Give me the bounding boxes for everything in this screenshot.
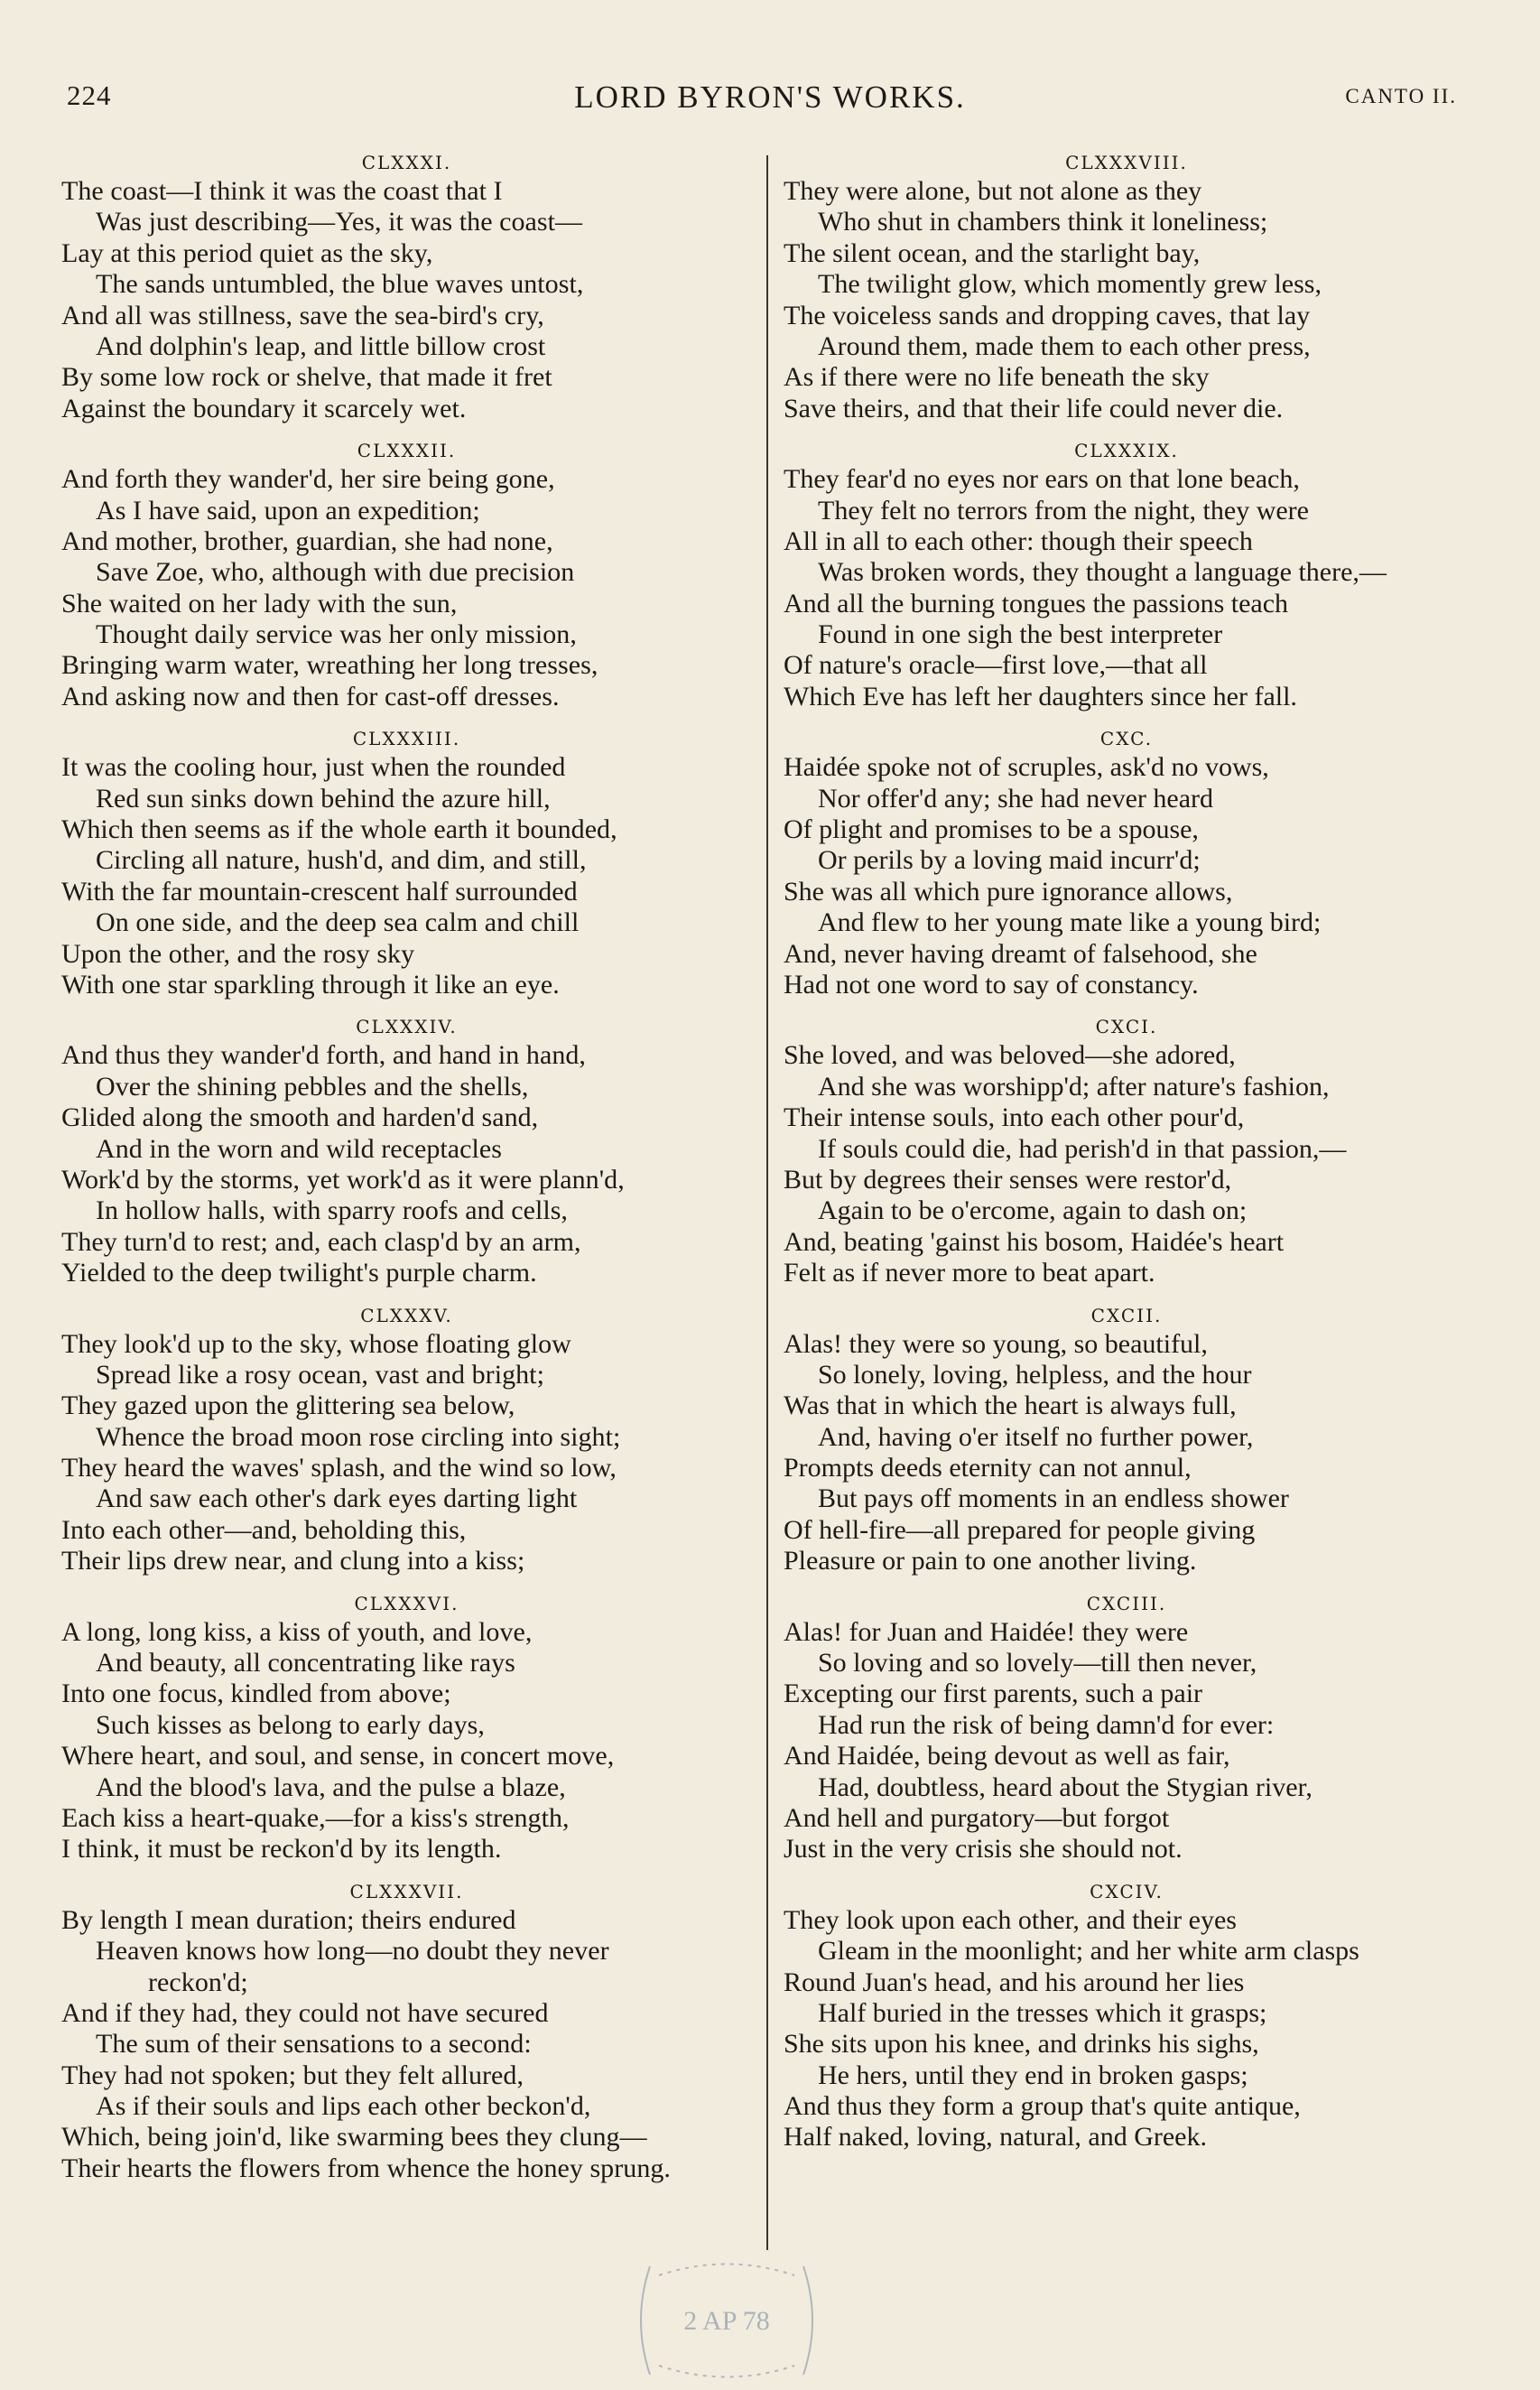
- verse-line: In hollow halls, with sparry roofs and cells,: [96, 1195, 568, 1226]
- verse-line: But by degrees their senses were restor'd,: [784, 1164, 1232, 1195]
- verse-line: And in the worn and wild receptacles: [96, 1133, 502, 1164]
- stanza-number: CXCII.: [1090, 1304, 1163, 1326]
- verse-line: Circling all nature, hush'd, and dim, and still,: [96, 845, 587, 876]
- verse-line: And forth they wander'd, her sire being gone,: [61, 464, 555, 495]
- stanza-number: CLXXXIX.: [1074, 440, 1179, 462]
- verse-line: Heaven knows how long—no doubt they never: [96, 1936, 609, 1967]
- right-column: [784, 149, 1470, 2153]
- verse-line: It was the cooling hour, just when the rounded: [61, 752, 566, 783]
- verse-line: Yielded to the deep twilight's purple charm.: [61, 1258, 537, 1288]
- verse-line: Around them, made them to each other press,: [818, 330, 1311, 361]
- verse-line: And all the burning tongues the passions teach: [784, 588, 1289, 618]
- stanza: [61, 437, 752, 712]
- stanza-number: CXC.: [1099, 728, 1154, 750]
- stanza-number: CLXXXII.: [357, 440, 457, 462]
- verse-line: And thus they form a group that's quite antique,: [784, 2091, 1301, 2122]
- verse-line: And thus they wander'd forth, and hand in hand,: [61, 1040, 586, 1071]
- verse-line: Was just describing—Yes, it was the coast—: [96, 207, 583, 237]
- verse-line: Save Zoe, who, although with due precision: [96, 557, 575, 588]
- verse-line: Excepting our first parents, such a pair: [784, 1679, 1203, 1709]
- verse-line: She was all which pure ignorance allows,: [784, 876, 1233, 907]
- stamp-date: 2 AP 78: [683, 2306, 770, 2336]
- stanza-number: CLXXXIII.: [352, 728, 461, 750]
- verse-line: I think, it must be reckon'd by its length.: [61, 1834, 502, 1865]
- verse-line: On one side, and the deep sea calm and chill: [96, 907, 580, 938]
- verse-line: But pays off moments in an endless shower: [818, 1483, 1289, 1514]
- verse-line: Had run the risk of being damn'd for ever:: [818, 1709, 1275, 1740]
- verse-line: Their lips drew near, and clung into a kiss;: [61, 1546, 525, 1576]
- verse-line: Which then seems as if the whole earth it bounded,: [61, 814, 617, 845]
- stanza-number: CXCIII.: [1086, 1592, 1167, 1614]
- verse-line: As I have said, upon an expedition;: [96, 495, 480, 525]
- library-stamp: [623, 2257, 830, 2384]
- verse-line: Of hell-fire—all prepared for people giving: [784, 1514, 1256, 1545]
- verse-line: Upon the other, and the rosy sky: [61, 938, 415, 969]
- verse-line: And all was stillness, save the sea-bird's cry,: [61, 300, 544, 330]
- verse-line: By length I mean duration; theirs endured: [61, 1904, 516, 1935]
- verse-line: They look'd up to the sky, whose floating glow: [61, 1328, 571, 1359]
- verse-line: Save theirs, and that their life could never die.: [784, 393, 1284, 423]
- running-title: LORD BYRON'S WORKS.: [574, 79, 966, 115]
- verse-line: Again to be o'ercome, again to dash on;: [818, 1195, 1248, 1226]
- stanza-number: CXCI.: [1095, 1016, 1158, 1038]
- verse-line: With one star sparkling through it like an eye.: [61, 969, 560, 1000]
- verse-line: Haidée spoke not of scruples, ask'd no vows,: [784, 752, 1269, 783]
- verse-line: Against the boundary it scarcely wet.: [61, 393, 467, 423]
- verse-line: Who shut in chambers think it loneliness;: [818, 207, 1268, 237]
- verse-line: Felt as if never more to beat apart.: [784, 1258, 1155, 1288]
- verse-line: And Haidée, being devout as well as fair,: [784, 1741, 1230, 1772]
- verse-line: Prompts deeds eternity can not annul,: [784, 1453, 1192, 1483]
- verse-line: Bringing warm water, wreathing her long tresses,: [61, 650, 598, 681]
- stanza-number: CLXXXI.: [361, 152, 452, 173]
- stanza: [784, 725, 1470, 1000]
- verse-line: Alas! they were so young, so beautiful,: [784, 1328, 1208, 1359]
- verse-line: And if they had, they could not have secured: [61, 1997, 549, 2028]
- verse-line: And flew to her young mate like a young bird;: [818, 907, 1322, 938]
- verse-line: The sands untumbled, the blue waves untost,: [96, 269, 584, 300]
- verse-line: And hell and purgatory—but forgot: [784, 1802, 1170, 1833]
- stanza-number: CXCIV.: [1090, 1880, 1164, 1902]
- verse-line: They fear'd no eyes nor ears on that lone beach,: [784, 464, 1300, 495]
- verse-line: Spread like a rosy ocean, vast and bright;: [96, 1359, 544, 1390]
- verse-line: A long, long kiss, a kiss of youth, and love,: [61, 1616, 533, 1647]
- verse-line: As if there were no life beneath the sky: [784, 362, 1210, 393]
- stanza: [61, 1013, 752, 1288]
- verse-line: So loving and so lovely—till then never,: [818, 1648, 1257, 1679]
- stanza: [61, 1878, 752, 2185]
- verse-line: The twilight glow, which momently grew less,: [818, 269, 1322, 300]
- verse-line: Their hearts the flowers from whence the honey sprung.: [61, 2153, 671, 2183]
- verse-line: She waited on her lady with the sun,: [61, 588, 458, 618]
- verse-line: Of nature's oracle—first love,—that all: [784, 650, 1208, 681]
- verse-line: Had not one word to say of constancy.: [784, 969, 1199, 1000]
- verse-line: And, having o'er itself no further power,: [818, 1421, 1254, 1452]
- stanza: [61, 149, 752, 424]
- verse-line: They gazed upon the glittering sea below,: [61, 1390, 515, 1421]
- verse-line: They were alone, but not alone as they: [784, 176, 1202, 206]
- verse-line: Thought daily service was her only mission,: [96, 619, 577, 650]
- stanza: [784, 149, 1470, 424]
- verse-line: By some low rock or shelve, that made it fret: [61, 362, 552, 393]
- verse-line: With the far mountain-crescent half surrounded: [61, 876, 578, 907]
- verse-line: So lonely, loving, helpless, and the hour: [818, 1359, 1252, 1390]
- stanza: [61, 1590, 752, 1865]
- verse-line: Whence the broad moon rose circling into sight;: [96, 1421, 621, 1452]
- verse-line: If souls could die, had perish'd in that passion,—: [818, 1133, 1347, 1164]
- stanza-number: CLXXXVIII.: [1065, 152, 1188, 173]
- running-head: [0, 79, 1540, 125]
- verse-line: Their intense souls, into each other pour'd,: [784, 1102, 1245, 1133]
- verse-line: Nor offer'd any; she had never heard: [818, 783, 1214, 814]
- stanza: [61, 1302, 752, 1577]
- verse-line: The coast—I think it was the coast that I: [61, 176, 503, 206]
- verse-line: And the blood's lava, and the pulse a blaze,: [96, 1772, 566, 1802]
- stanza-number: CLXXXIV.: [356, 1016, 458, 1038]
- verse-line: Glided along the smooth and harden'd sand,: [61, 1102, 539, 1133]
- verse-line: They had not spoken; but they felt allured,: [61, 2060, 524, 2090]
- verse-line: Pleasure or pain to one another living.: [784, 1546, 1197, 1576]
- verse-line: And dolphin's leap, and little billow crost: [96, 330, 546, 361]
- verse-line: As if their souls and lips each other beckon'd,: [96, 2091, 591, 2122]
- verse-line: Found in one sigh the best interpreter: [818, 619, 1223, 650]
- stanza: [784, 1013, 1470, 1288]
- verse-line: The silent ocean, and the starlight bay,: [784, 237, 1201, 268]
- canto-label: CANTO II.: [1345, 85, 1457, 107]
- stanza: [61, 725, 752, 1000]
- verse-line: And she was worshipp'd; after nature's fashion,: [818, 1071, 1330, 1102]
- stanza: [784, 1878, 1470, 2153]
- verse-line: Red sun sinks down behind the azure hill,: [96, 783, 551, 814]
- verse-line: Was broken words, they thought a language there,—: [818, 557, 1387, 588]
- verse-line: She sits upon his knee, and drinks his sighs,: [784, 2029, 1259, 2060]
- verse-line: Each kiss a heart-quake,—for a kiss's strength,: [61, 1802, 570, 1833]
- verse-line: Had, doubtless, heard about the Stygian river,: [818, 1772, 1313, 1802]
- verse-line: They look upon each other, and their eyes: [784, 1904, 1237, 1935]
- verse-line: And, beating 'gainst his bosom, Haidée's heart: [784, 1226, 1285, 1257]
- verse-line: Into one focus, kindled from above;: [61, 1679, 451, 1709]
- verse-line: And asking now and then for cast-off dresses.: [61, 681, 560, 711]
- stanza-number: CLXXXV.: [360, 1304, 453, 1326]
- verse-line: The sum of their sensations to a second:: [96, 2029, 532, 2060]
- verse-line: Over the shining pebbles and the shells,: [96, 1071, 529, 1102]
- verse-line: Alas! for Juan and Haidée! they were: [784, 1616, 1189, 1647]
- verse-line: Lay at this period quiet as the sky,: [61, 237, 433, 268]
- stanza: [784, 437, 1470, 712]
- verse-line: They turn'd to rest; and, each clasp'd by an arm,: [61, 1226, 581, 1257]
- stanza-number: CLXXXVII.: [349, 1880, 464, 1902]
- left-column: [61, 149, 752, 2184]
- verse-line: Was that in which the heart is always full,: [784, 1390, 1237, 1421]
- verse-line: He hers, until they end in broken gasps;: [818, 2060, 1248, 2090]
- verse-line: Which Eve has left her daughters since her fall.: [784, 681, 1297, 711]
- verse-line: Half buried in the tresses which it grasps;: [818, 1997, 1267, 2028]
- stanza: [784, 1590, 1470, 1865]
- page-number: 224: [67, 79, 112, 111]
- stanza: [784, 1302, 1470, 1577]
- verse-line: Of plight and promises to be a spouse,: [784, 814, 1199, 845]
- verse-line: Into each other—and, beholding this,: [61, 1514, 467, 1545]
- verse-line: And mother, brother, guardian, she had none,: [61, 525, 553, 556]
- verse-line: She loved, and was beloved—she adored,: [784, 1040, 1236, 1071]
- verse-line: Round Juan's head, and his around her lies: [784, 1967, 1245, 1997]
- verse-line: Such kisses as belong to early days,: [96, 1709, 485, 1740]
- verse-line: They felt no terrors from the night, they were: [818, 495, 1309, 525]
- verse-line: Which, being join'd, like swarming bees they clung—: [61, 2122, 647, 2153]
- verse-line: reckon'd;: [148, 1967, 248, 1997]
- verse-line: Work'd by the storms, yet work'd as it were plann'd,: [61, 1164, 625, 1195]
- verse-line: Where heart, and soul, and sense, in concert move,: [61, 1741, 615, 1772]
- verse-line: And, never having dreamt of falsehood, she: [784, 938, 1257, 969]
- verse-line: And saw each other's dark eyes darting light: [96, 1483, 578, 1514]
- verse-line: All in all to each other: though their speech: [784, 525, 1253, 556]
- stanza-number: CLXXXVI.: [354, 1592, 459, 1614]
- column-divider: [766, 155, 768, 2250]
- verse-line: Gleam in the moonlight; and her white arm clasps: [818, 1936, 1359, 1967]
- verse-line: The voiceless sands and dropping caves, that lay: [784, 300, 1311, 330]
- verse-line: Just in the very crisis she should not.: [784, 1834, 1183, 1865]
- verse-line: And beauty, all concentrating like rays: [96, 1648, 515, 1679]
- verse-line: They heard the waves' splash, and the wind so low,: [61, 1453, 617, 1483]
- verse-line: Or perils by a loving maid incurr'd;: [818, 845, 1201, 876]
- verse-line: Half naked, loving, natural, and Greek.: [784, 2122, 1207, 2153]
